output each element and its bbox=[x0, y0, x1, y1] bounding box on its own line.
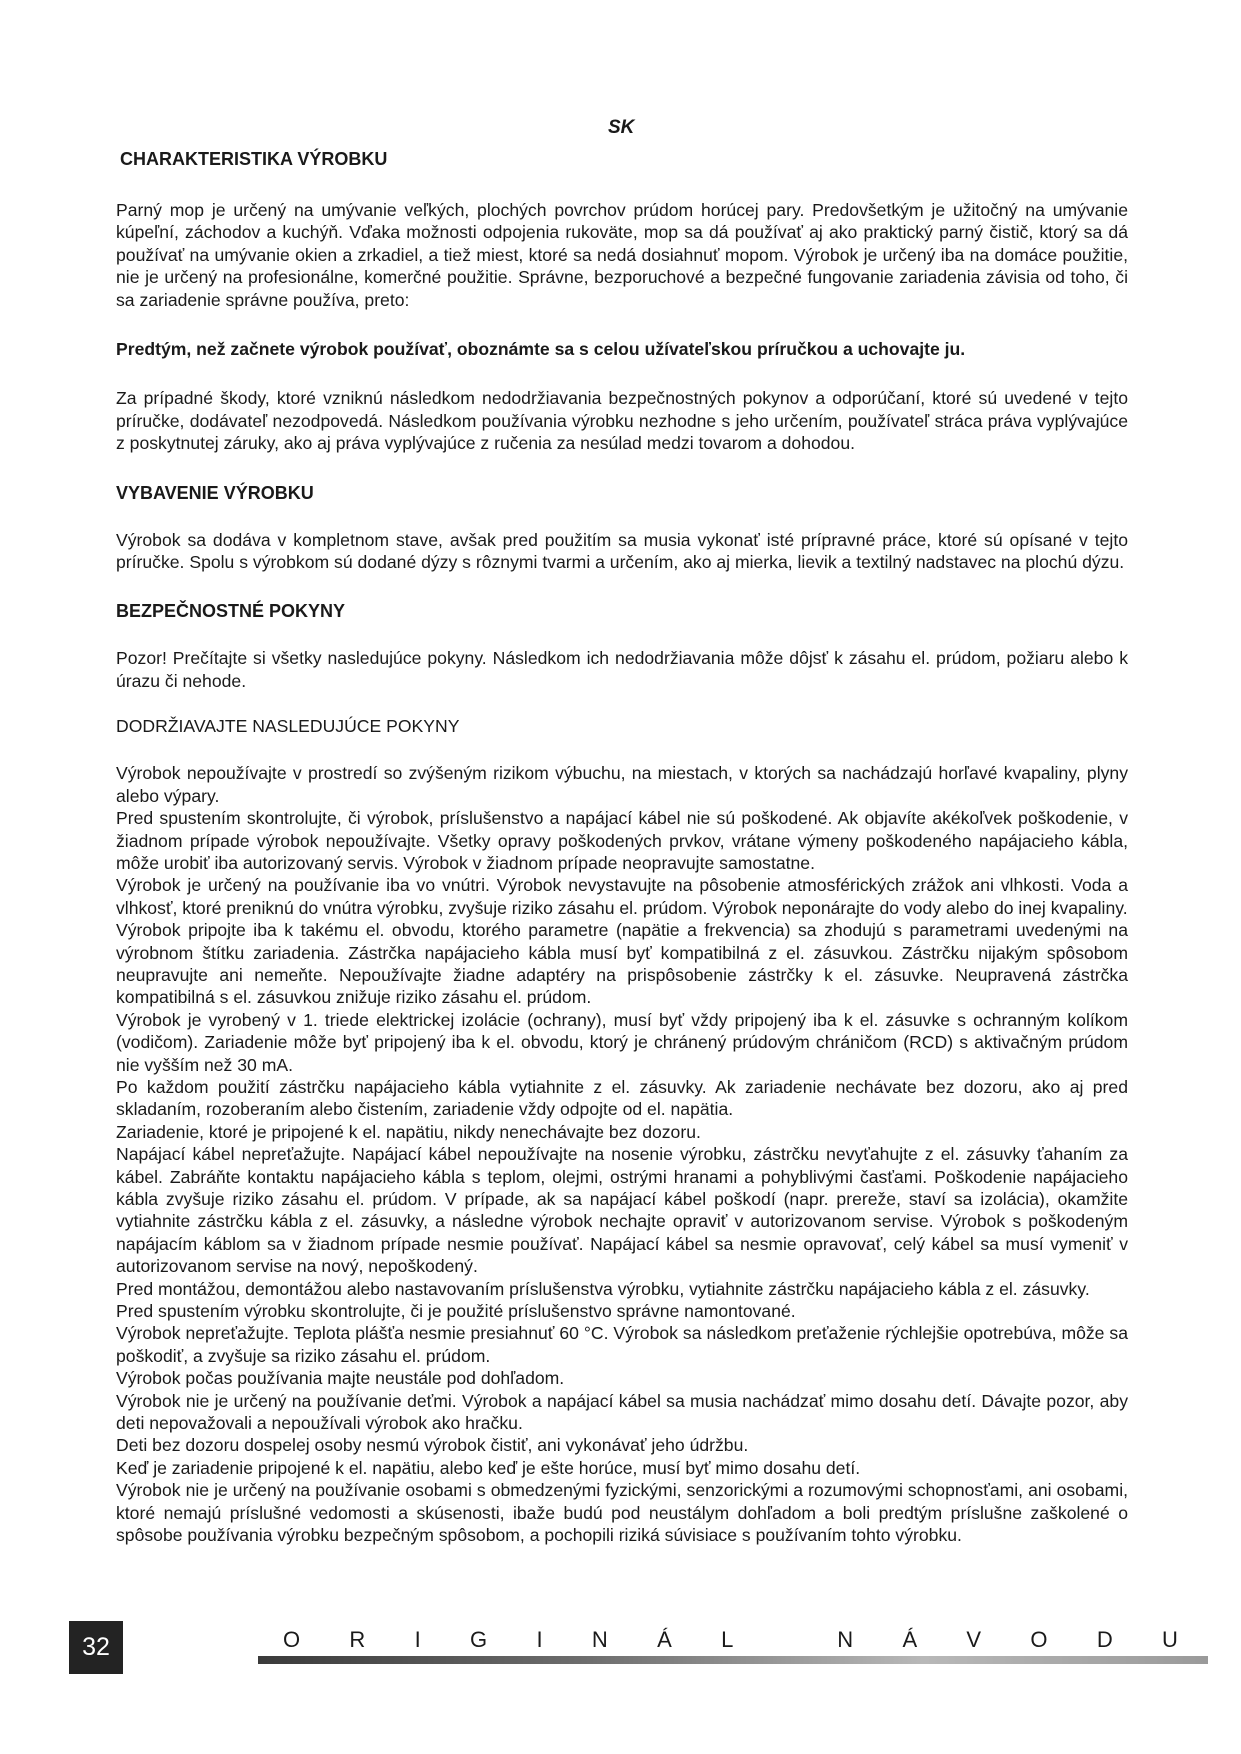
safety-item: Výrobok nie je určený na používanie deťmi. Výrobok a napájací kábel sa musia nachádzať mimo dosahu detí. Dávajte pozor, aby deti nepovažovali a nepoužívali výrobok ako hračku. bbox=[116, 1390, 1128, 1434]
section-heading-equipment: VYBAVENIE VÝROBKU bbox=[116, 482, 314, 503]
safety-item: Deti bez dozoru dospelej osoby nesmú výrobok čistiť, ani vykonávať jeho údržbu. bbox=[116, 1435, 749, 1456]
safety-item: Pred montážou, demontážou alebo nastavovaním príslušenstva výrobku, vytiahnite zástrčku napájacieho kábla z el. zásuvky. bbox=[116, 1278, 1090, 1299]
footer-decorative-bar bbox=[258, 1656, 1208, 1664]
safety-item: Výrobok je určený na používanie iba vo vnútri. Výrobok nevystavujte na pôsobenie atmosférických zrážok ani vlhkosti. Voda a vlhkosť, ktoré preniknú do vnútra výrobku, zvyšuje riziko zásahu el. prúdom. Výrobok neponárajte do vody alebo do inej kvapaliny. bbox=[116, 875, 1128, 918]
document-body bbox=[116, 148, 1128, 1547]
paragraph-liability: Za prípadné škody, ktoré vzniknú následkom nedodržiavania bezpečnostných pokynov a odporúčaní, ktoré sú uvedené v tejto príručke, dodávateľ nezodpovedá. Následkom používania výrobku nezhodne s jeho určením, používateľ stráca práva vyplývajúce z poskytnutej záruky, ako aj práva vyplývajúce z ručenia za nesúlad medzi tovarom a dohodou. bbox=[116, 388, 1128, 454]
safety-item: Výrobok nie je určený na používanie osobami s obmedzenými fyzickými, senzorickými a rozumovými schopnosťami, ani osobami, ktoré nemajú príslušné vedomosti a skúsenosti, ibaže budú pod neustálym dohľadom a boli predtým príslušne zaškolené o spôsobe používania výrobku bezpečným spôsobom, a pochopili riziká súvisiace s používaním tohto výrobku. bbox=[116, 1480, 1128, 1546]
safety-item: Keď je zariadenie pripojené k el. napätiu, alebo keď je ešte horúce, musí byť mimo dosahu detí. bbox=[116, 1457, 861, 1478]
paragraph-description: Parný mop je určený na umývanie veľkých, plochých povrchov prúdom horúcej pary. Predovšetkým je užitočný na umývanie kúpeľní, záchodov a kuchýň. Vďaka možnosti odpojenia rukoväte, mop sa dá používať aj ako praktický parný čistič, ktorý sa dá používať na umývanie okien a zrkadiel, a tiež miest, ktoré sa nedá dosiahnuť mopom. Výrobok je určený iba na domáce použitie, nie je určený na profesionálne, komerčné použitie. Správne, bezporuchové a bezpečné fungovanie zariadenia závisia od toho, či sa zariadenie správne používa, preto: bbox=[116, 200, 1128, 310]
safety-item: Výrobok pripojte iba k takému el. obvodu, ktorého parametre (napätie a frekvencia) sa zhodujú s parametrami uvedenými na výrobnom štítku zariadenia. Zástrčka napájacieho kábla musí byť kompatibilná z el. zásuvkou. Zástrčku nijakým spôsobom neupravujte ani nemeňte. Nepoužívajte žiadne adaptéry na prispôsobenie zástrčky k el. zásuvke. Neupravená zástrčka kompatibilná s el. zásuvkou znižuje riziko zásahu el. prúdom. bbox=[116, 920, 1128, 1008]
safety-subheading: DODRŽIAVAJTE NASLEDUJÚCE POKYNY bbox=[116, 716, 460, 737]
safety-item: Pred spustením výrobku skontrolujte, či je použité príslušenstvo správne namontované. bbox=[116, 1301, 796, 1322]
paragraph-safety-intro: Pozor! Prečítajte si všetky nasledujúce pokyny. Následkom ich nedodržiavania môže dôjsť k zásahu el. prúdom, požiaru alebo k úrazu či nehode. bbox=[116, 648, 1128, 691]
safety-instructions-list bbox=[116, 762, 1128, 1546]
safety-item: Výrobok nepreťažujte. Teplota plášťa nesmie presiahnuť 60 °C. Výrobok sa následkom preťaženie rýchlejšie opotrebúva, môže sa poškodiť, a zvyšuje sa riziko zásahu el. prúdom. bbox=[116, 1323, 1128, 1366]
paragraph-equipment: Výrobok sa dodáva v kompletnom stave, avšak pred použitím sa musia vykonať isté prípravné práce, ktoré sú opísané v tejto príručke. Spolu s výrobkom sú dodané dýzy s rôznymi tvarmi a určením, ako aj mierka, lievik a textilný nadstavec na plochú dýzu. bbox=[116, 529, 1128, 573]
safety-item: Napájací kábel nepreťažujte. Napájací kábel nepoužívajte na nosenie výrobku, zástrčku nevyťahujte z el. zásuvky ťahaním za kábel. Zabráňte kontaktu napájacieho kábla s teplom, olejmi, ostrými hranami a pohyblivými časťami. Poškodenie napájacieho kábla zvyšuje riziko zásahu el. prúdom. V prípade, ak sa napájací kábel poškodí (napr. prereže, staví sa izolácia), okamžite vytiahnite zástrčku kábla z el. zásuvky, a následne výrobok nechajte opraviť v autorizovanom servise. Výrobok s poškodeným napájacím káblom sa v žiadnom prípade nesmie používať. Napájací kábel sa nesmie opravovať, celý kábel sa musí vymeniť v autorizovanom servise na nový, nepoškodený. bbox=[116, 1144, 1128, 1277]
section-heading-characteristics: CHARAKTERISTIKA VÝROBKU bbox=[120, 149, 388, 169]
language-code: SK bbox=[608, 117, 635, 138]
safety-item: Výrobok nepoužívajte v prostredí so zvýšeným rizikom výbuchu, na miestach, v ktorých sa nachádzajú horľavé kvapaliny, plyny alebo výpary. bbox=[116, 763, 1128, 806]
paragraph-warning: Predtým, než začnete výrobok používať, oboznámte sa s celou užívateľskou príručkou a uchovajte ju. bbox=[116, 339, 966, 360]
safety-item: Výrobok je vyrobený v 1. triede elektrickej izolácie (ochrany), musí byť vždy pripojený iba k el. zásuvke s ochranným kolíkom (vodičom). Zariadenie môže byť pripojený iba k el. obvodu, ktorý je chránený prúdovým chráničom (RCD) s aktivačným prúdom nie vyšším než 30 mA. bbox=[116, 1009, 1128, 1075]
safety-item: Zariadenie, ktoré je pripojené k el. napätiu, nikdy nenechávajte bez dozoru. bbox=[116, 1121, 701, 1142]
safety-item: Výrobok počas používania majte neustále pod dohľadom. bbox=[116, 1368, 565, 1389]
section-heading-safety: BEZPEČNOSTNÉ POKYNY bbox=[116, 601, 346, 622]
safety-item: Pred spustením skontrolujte, či výrobok, príslušenstvo a napájací kábel nie sú poškodené. Ak objavíte akékoľvek poškodenie, v žiadnom prípade výrobok nepoužívajte. Všetky opravy poškodených prvkov, vrátane výmeny poškodeného napájacieho kábla, môže urobiť iba autorizovaný servis. Výrobok v žiadnom prípade neopravujte samostatne. bbox=[116, 808, 1128, 873]
page-number: 32 bbox=[69, 1621, 123, 1674]
safety-item: Po každom použití zástrčku napájacieho kábla vytiahnite z el. zásuvky. Ak zariadenie nechávate bez dozoru, ako aj pred skladaním, rozoberaním alebo čistením, zariadenie vždy odpojte od el. napätia. bbox=[116, 1076, 1128, 1120]
footer-title: O R I G I N Á L N Á V O D U bbox=[283, 1627, 1200, 1652]
page-footer bbox=[0, 1621, 1241, 1681]
